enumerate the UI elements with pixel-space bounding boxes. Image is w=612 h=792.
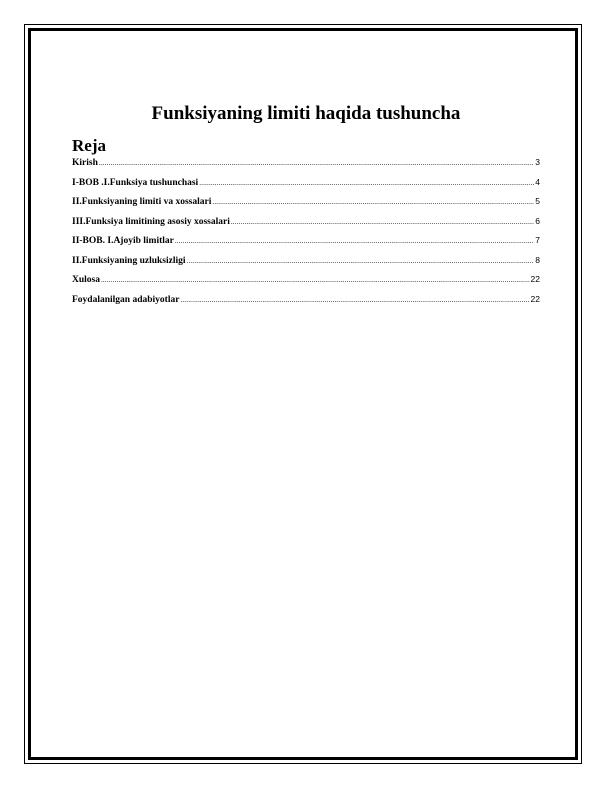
- toc-page-number: 22: [530, 274, 540, 284]
- toc-dot-leader: [231, 215, 534, 229]
- toc-page-number: 8: [535, 254, 540, 265]
- toc-dot-leader: [99, 156, 534, 170]
- toc-entry-kirish[interactable]: [72, 155, 540, 175]
- toc-entry-label: II-BOB. I.Ajoyib limitlar: [72, 236, 174, 246]
- toc-page-number: 5: [535, 196, 540, 206]
- table-of-contents: [72, 155, 540, 311]
- document-title: Funksiyaning limiti haqida tushuncha: [151, 103, 461, 124]
- toc-entry-label: III.Funksiya limitining asosiy xossalari: [72, 216, 230, 227]
- toc-page-number: 3: [535, 157, 540, 167]
- toc-dot-leader: [180, 293, 529, 307]
- toc-dot-leader: [212, 195, 534, 209]
- toc-page-number: 7: [535, 235, 540, 245]
- toc-entry-label: II.Funksiyaning limiti va xossalari: [72, 197, 212, 207]
- toc-entry-limiti-va-xossalari[interactable]: [72, 194, 540, 214]
- plan-heading: Reja: [72, 136, 106, 155]
- toc-page-number: 22: [530, 293, 540, 304]
- toc-dot-leader: [175, 234, 534, 248]
- toc-page-number: 6: [535, 215, 540, 226]
- toc-entry-funksiya-tushunchasi[interactable]: [72, 175, 540, 195]
- toc-entry-uzluksizligi[interactable]: [72, 253, 540, 273]
- toc-entry-label: II.Funksiyaning uzluksizligi: [72, 255, 186, 266]
- toc-dot-leader: [101, 273, 530, 287]
- toc-entry-label: I-BOB .I.Funksiya tushunchasi: [72, 177, 199, 188]
- page-border-inner: [28, 28, 578, 760]
- toc-entry-asosiy-xossalari[interactable]: [72, 214, 540, 234]
- toc-entry-ajoyib-limitlar[interactable]: [72, 233, 540, 253]
- toc-page-number: 4: [535, 176, 540, 187]
- toc-entry-xulosa[interactable]: [72, 272, 540, 292]
- toc-entry-label: Kirish: [72, 158, 98, 168]
- toc-dot-leader: [199, 176, 534, 190]
- toc-entry-foydalanilgan-adabiyotlar[interactable]: [72, 292, 540, 312]
- toc-dot-leader: [187, 254, 535, 268]
- toc-entry-label: Xulosa: [72, 275, 100, 285]
- toc-entry-label: Foydalanilgan adabiyotlar: [72, 294, 180, 305]
